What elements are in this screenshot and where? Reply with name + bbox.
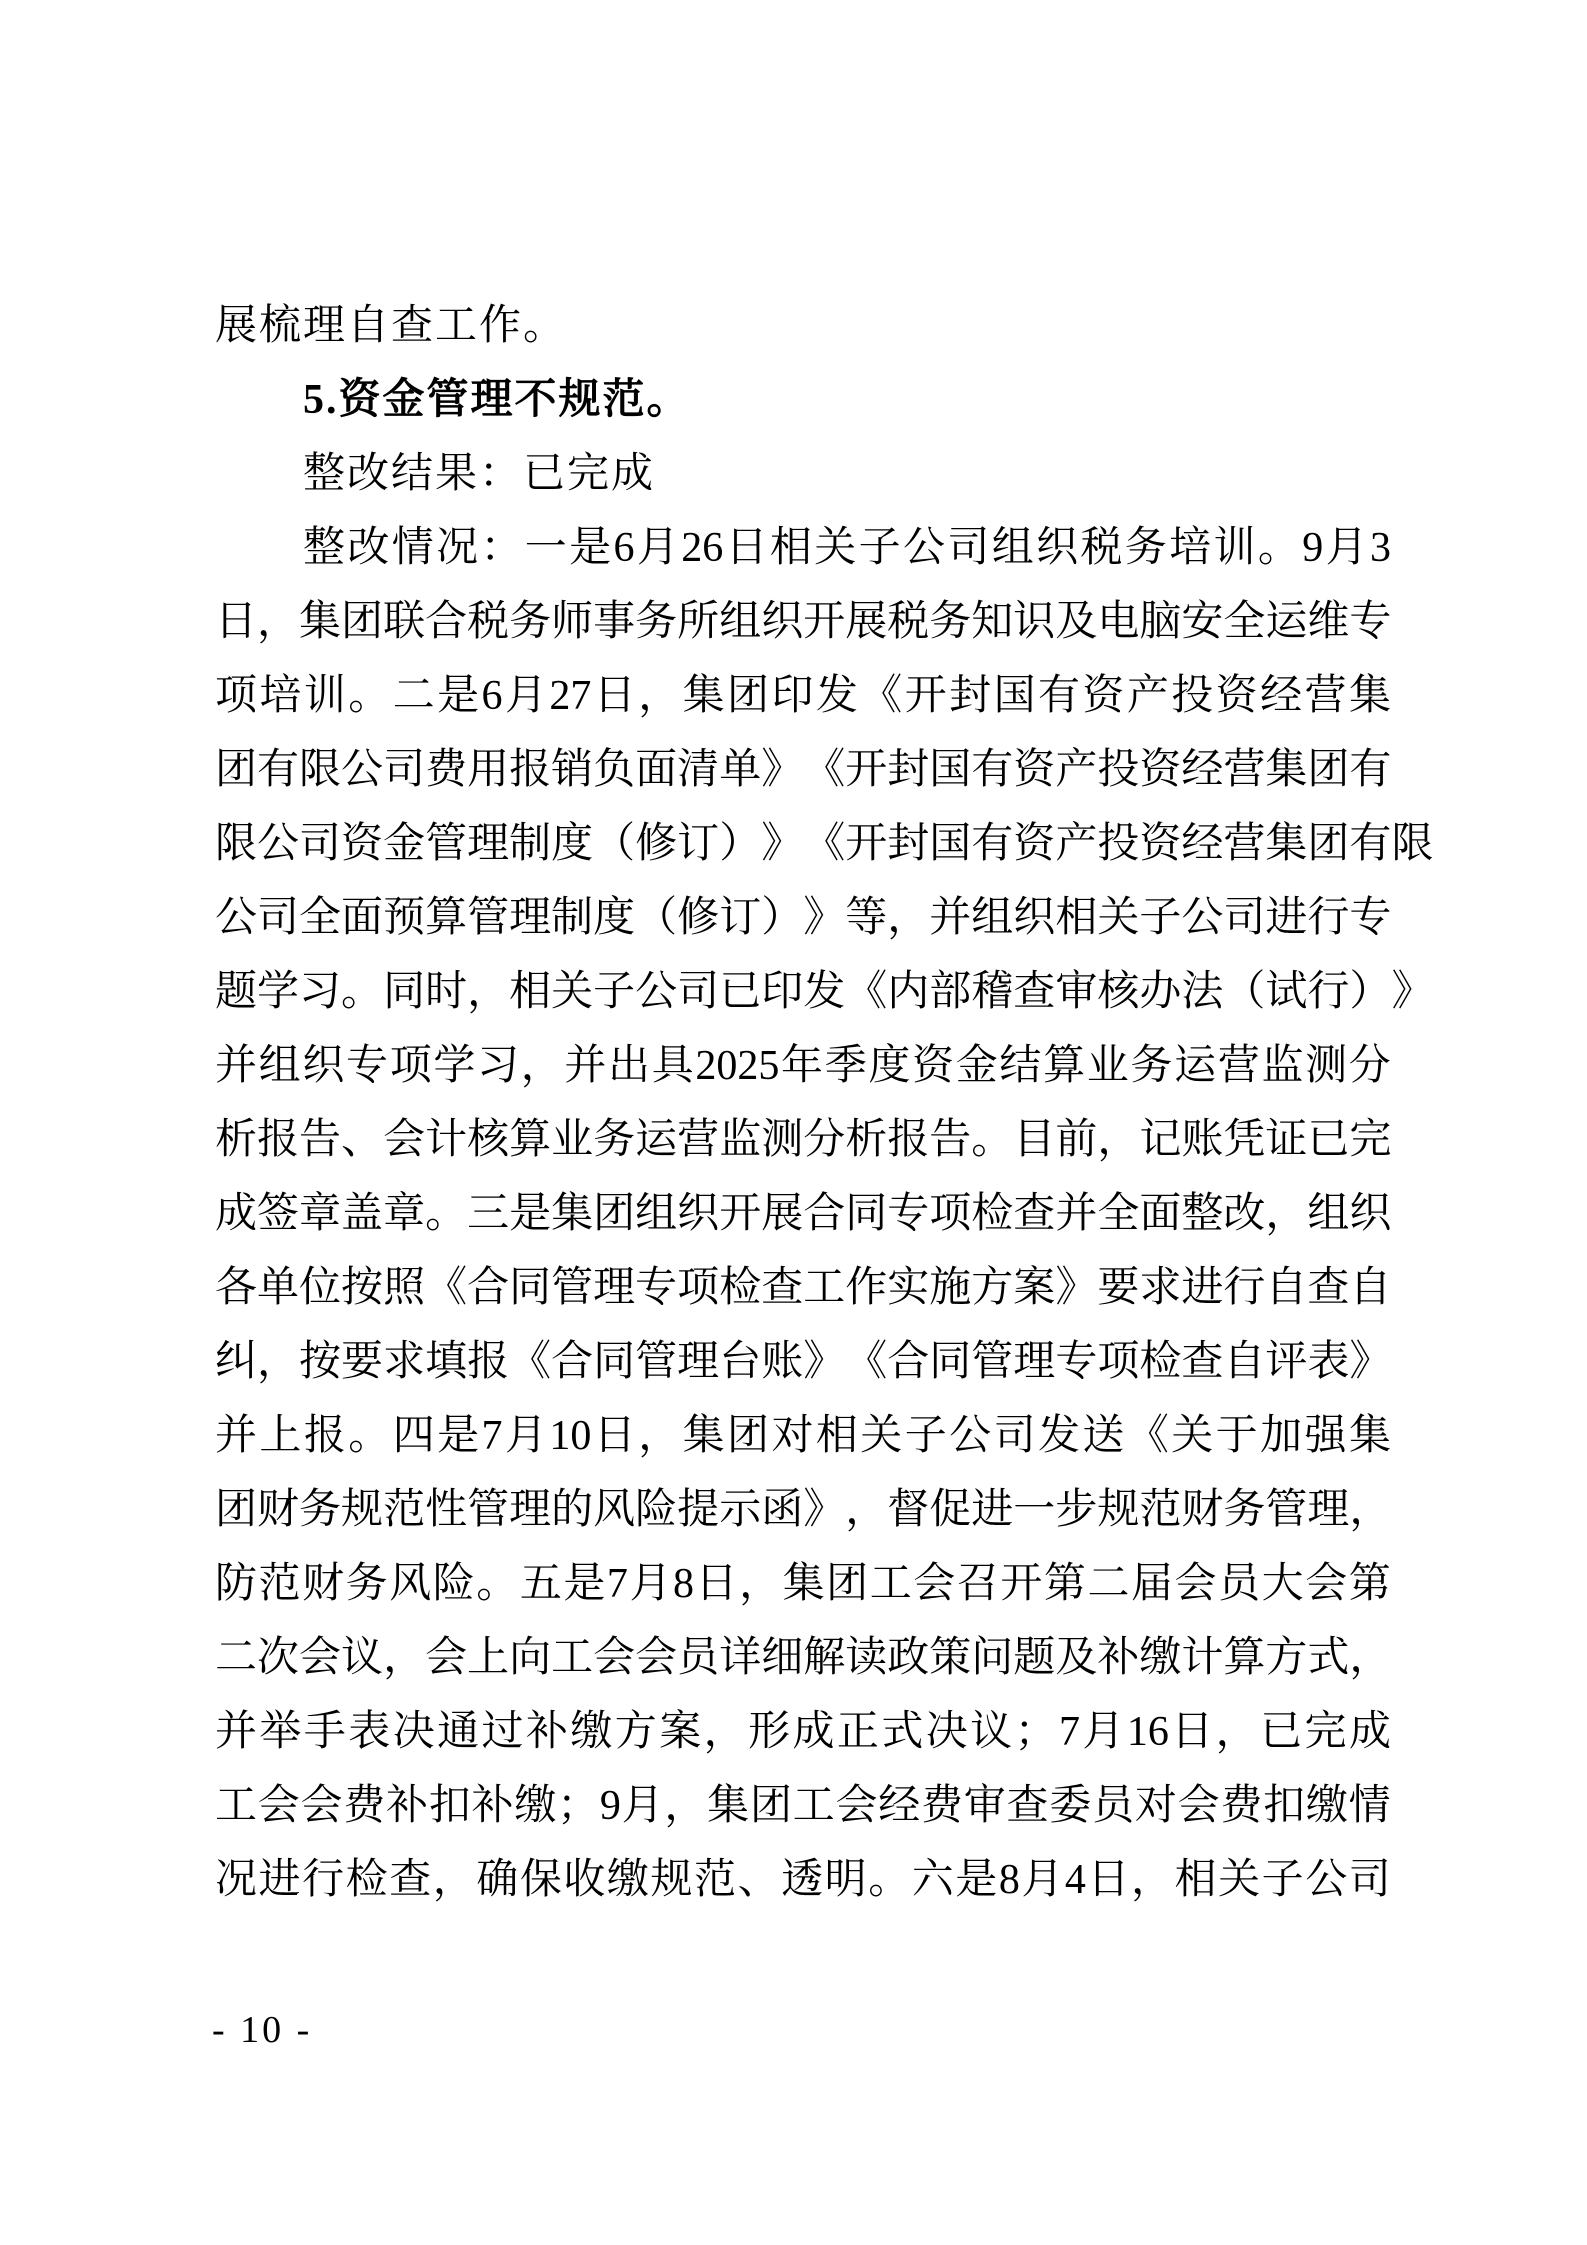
text-line: 5.资金管理不规范。 [303, 377, 691, 423]
text-line: 成 签 章 盖 章 。 三 是 集 团 组 织 开 展 合 同 专 项 检 查 并 全 面 整 改 ， 组 织 [215, 1191, 1392, 1237]
text-line: 并 举 手 表 决 通 过 补 缴 方 案 ， 形 成 正 式 决 议 ； 7 月 16 日 ， 已 完 成 [215, 1709, 1391, 1755]
text-line: 团 有 限 公 司 费 用 报 销 负 面 清 单 》 《 开 封 国 有 资 产 投 资 经 营 集 团 有 [215, 747, 1392, 793]
text-line: 日 ， 集 团 联 合 税 务 师 事 务 所 组 织 开 展 税 务 知 识 及 电 脑 安 全 运 维 专 [215, 599, 1392, 645]
text-line: 况 进 行 检 查 ， 确 保 收 缴 规 范 、 透 明 。 六 是 8 月 4 日 ， 相 关 子 公 司 [215, 1857, 1391, 1903]
text-line: 公 司 全 面 预 算 管 理 制 度 （ 修 订 ） 》 等 ， 并 组 织 相 关 子 公 司 进 行 专 [215, 895, 1392, 941]
text-line: 工 会 会 费 补 扣 补 缴 ； 9 月 ， 集 团 工 会 经 费 审 查 委 员 对 会 费 扣 缴 情 [215, 1783, 1391, 1829]
text-line: 析 报 告 、 会 计 核 算 业 务 运 营 监 测 分 析 报 告 。 目 前 ， 记 账 凭 证 已 完 [215, 1117, 1392, 1163]
text-line: 并 上 报 。 四 是 7 月 10 日 ， 集 团 对 相 关 子 公 司 发 送 《 关 于 加 强 集 [215, 1413, 1391, 1459]
text-line: 题 学 习 。 同 时 ， 相 关 子 公 司 已 印 发 《 内 部 稽 查 审 核 办 法 （ 试 行 ） 》 [215, 969, 1434, 1015]
text-line: 整 改 情 况 ： 一 是 6 月 26 日 相 关 子 公 司 组 织 税 务 培 训 。 9 月 3 [303, 525, 1391, 571]
text-line: 整改结果：已完成 [303, 451, 656, 497]
text-line: 限 公 司 资 金 管 理 制 度 （ 修 订 ） 》 《 开 封 国 有 资 产 投 资 经 营 集 团 有 限 [215, 821, 1434, 867]
text-line: 二 次 会 议 ， 会 上 向 工 会 会 员 详 细 解 读 政 策 问 题 及 补 缴 计 算 方 式 ， [215, 1635, 1392, 1681]
text-line: 团 财 务 规 范 性 管 理 的 风 险 提 示 函 》 ， 督 促 进 一 步 规 范 财 务 管 理 ， [215, 1487, 1392, 1533]
page-number: - 10 - [212, 2009, 313, 2051]
text-line: 展梳理自查工作。 [215, 303, 568, 349]
text-line: 纠 ， 按 要 求 填 报 《 合 同 管 理 台 账 》 《 合 同 管 理 专 项 检 查 自 评 表 》 [215, 1339, 1392, 1385]
text-line: 防 范 财 务 风 险 。 五 是 7 月 8 日 ， 集 团 工 会 召 开 第 二 届 会 员 大 会 第 [215, 1561, 1391, 1607]
text-line: 并 组 织 专 项 学 习 ， 并 出 具 2025 年 季 度 资 金 结 算 业 务 运 营 监 测 分 [215, 1043, 1391, 1089]
document-body [215, 289, 1434, 1917]
text-line: 各 单 位 按 照 《 合 同 管 理 专 项 检 查 工 作 实 施 方 案 》 要 求 进 行 自 查 自 [215, 1265, 1392, 1311]
text-line: 项 培 训 。 二 是 6 月 27 日 ， 集 团 印 发 《 开 封 国 有 资 产 投 资 经 营 集 [215, 673, 1391, 719]
